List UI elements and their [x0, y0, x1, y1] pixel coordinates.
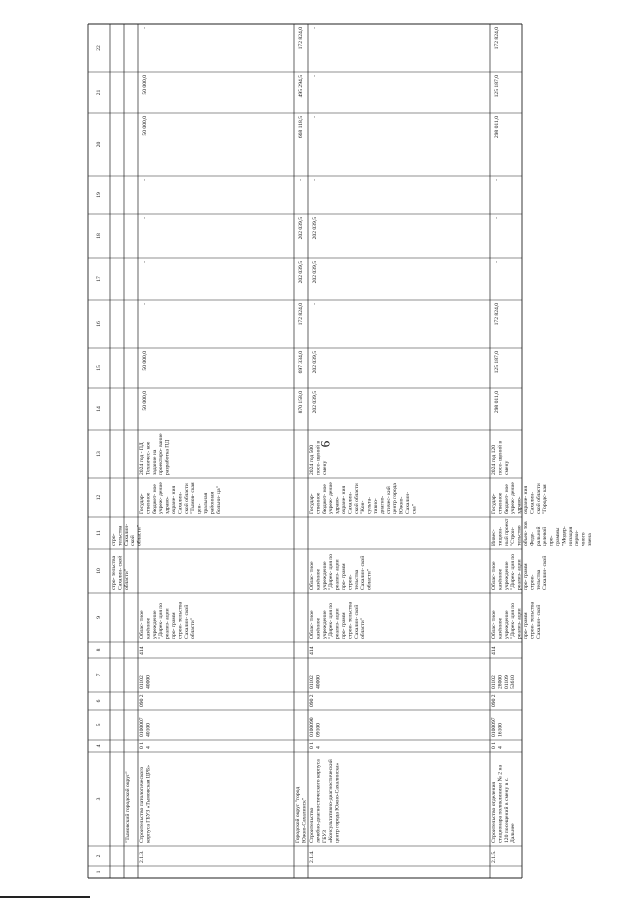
cell-c10: Облас- тноеказённоеучреждение"Дирек- ция пореализ- ациипро- граммстрои-тельстваСахалин- скойобласти" — [309, 553, 373, 590]
amount-c21: 125 187,0 — [494, 75, 500, 98]
scan-edge-mark — [0, 896, 90, 898]
section-total-c22: 172 824,0 — [298, 27, 304, 50]
column-number: 1 — [96, 870, 102, 874]
cell-c4: 0 14 — [491, 742, 504, 749]
row-number: 2.1.3. — [139, 850, 145, 863]
column-number: 15 — [96, 365, 102, 371]
column-number: 2 — [96, 854, 102, 858]
column-number: 21 — [96, 89, 102, 96]
cell-c12: Государ-ственноебюджет- ноеучреж- дениездраво-охране- нияСахалин-ской области"Кон-сульта-тивно-диагно-стичес- кийцентр городаЮжно-Сахалин-ска" — [309, 482, 418, 514]
column-number: 22 — [96, 45, 102, 51]
amount-c16: - — [312, 303, 318, 305]
cell-c11: Инвес-тицион-ный проект"Строи-тельствообъек- товФеде-ральнойцелевойпро-граммы"Модер-низацияперви-чногозвена — [491, 518, 593, 546]
amount-c15: 50 000,0 — [142, 351, 148, 371]
table-text — [96, 27, 593, 874]
cell-c13: 2024 год 120посе- щений всмену — [491, 440, 510, 475]
amount-c22: 172 824,0 — [494, 27, 500, 50]
section-title: "Тымовский городской округ" — [125, 771, 131, 843]
amount-c21: - — [312, 75, 318, 77]
column-number: 13 — [96, 451, 102, 457]
header-continuation-col10: стро- тельстваСахалин- скойобласти" — [111, 555, 130, 590]
row-number: 2.1.4. — [309, 850, 315, 863]
section-title: Городской округ "городЮжно-Сахалинск" — [295, 786, 308, 843]
amount-c21: 50 000,0 — [142, 75, 148, 95]
cell-c9: Облас- тноеказённоеучреждение"Дирек- ция пореализ- ациипро- граммстрои- тельстваСахалин- скойобласти" — [139, 601, 197, 639]
column-number: 6 — [96, 699, 102, 703]
amount-c14: 298 011,0 — [494, 391, 500, 414]
cell-c10: Облас- тноеказённоеучреждение"Дирек- ция пореализ- ациипро- граммстрои-тельстваСахалин- ской — [491, 553, 549, 590]
cell-c5: 010009009100 — [309, 717, 322, 737]
column-number: 7 — [96, 673, 102, 677]
amount-c18: - — [142, 217, 148, 219]
cell-c7: 0110240000 — [139, 675, 152, 689]
section-total-c17: 202 039,5 — [298, 261, 304, 284]
cell-c6: 090 2 — [139, 694, 145, 707]
object-name: Строительство патологическогокорпуса ГБУЗ «Тымовская ЦРБ» — [139, 765, 152, 843]
column-number: 20 — [96, 141, 102, 148]
page-number: 9 — [318, 440, 333, 448]
section-total-c19: - — [298, 179, 304, 181]
section-total-c18: 202 039,5 — [298, 217, 304, 240]
amount-c14: 50 000,0 — [142, 391, 148, 411]
section-total-c16: 172 824,0 — [298, 303, 304, 326]
cell-c7: 0110240000 — [309, 675, 322, 689]
cell-c7: 01102280000110953610 — [491, 675, 517, 689]
amount-c19: - — [142, 179, 148, 181]
column-number: 9 — [96, 616, 102, 619]
section-total-c21: 495 294,5 — [298, 75, 304, 98]
column-number: 14 — [96, 406, 102, 412]
column-number: 8 — [96, 648, 102, 652]
column-number: 4 — [96, 744, 102, 748]
cell-c13: 2024 год 500посе- щений всмену — [309, 440, 328, 475]
amount-c19: - — [494, 179, 500, 181]
column-number: 11 — [96, 530, 102, 536]
section-total-c14: 870 158,0 — [298, 391, 304, 414]
cell-c6: 090 2 — [491, 694, 497, 707]
amount-c20: - — [312, 116, 318, 118]
cell-c9: Облас- тноеказённоеучреждение"Дирек- ция пореализ- ациипро- граммстрои- тельстваСахалин- скойобласти" — [309, 601, 367, 639]
amount-c18: 202 039,5 — [312, 217, 318, 240]
column-number: 10 — [96, 568, 102, 574]
cell-c12: Государ-ственноебюджет- ноеучреж- дениездраво-охране- нияСахалин-ской области"Тымов- скаяцен-тральнаярайоннаябольни- ца" — [139, 482, 222, 514]
amount-c17: - — [142, 261, 148, 263]
cell-c12: Государ-ственноебюджет- ноеучреж- дениездраво-охране- нияСахалин-ской области"Городс- кая — [491, 482, 549, 514]
cell-c4: 0 14 — [309, 742, 322, 749]
cell-c9: Облас- тноеказённоеучреждение"Дирек- ция пореализ- ациипро- граммстрои- тельстваСахалин- ской — [491, 601, 542, 639]
row-number: 2.1.5. — [491, 850, 497, 863]
cell-c4: 0 14 — [139, 742, 152, 749]
amount-c17: - — [494, 261, 500, 263]
amount-c15: 125 187,0 — [494, 351, 500, 374]
amount-c15: 202 039,5 — [312, 351, 318, 374]
object-name: Строительство отделениястационара поликлиники № 2 на120 посещений в смену в с.Дальнее — [491, 765, 517, 843]
cell-c5: 010000740100 — [139, 717, 152, 737]
cell-c8: 414 — [491, 646, 497, 655]
column-number: 3 — [96, 797, 102, 801]
column-number: 19 — [96, 192, 102, 198]
cell-c8: 414 — [309, 646, 315, 655]
column-number: 12 — [96, 494, 102, 501]
amount-c14: 202 039,5 — [312, 391, 318, 414]
amount-c16: - — [142, 303, 148, 305]
cell-c8: 414 — [139, 646, 145, 655]
column-number: 5 — [96, 723, 102, 727]
column-number: 18 — [96, 233, 102, 239]
section-total-c15: 697 334,0 — [298, 351, 304, 374]
amount-c20: 298 011,0 — [494, 116, 500, 139]
section-total-c20: 668 118,5 — [298, 116, 304, 139]
header-continuation-col11: стро-тельстваСахалин-скойобласти" — [111, 523, 143, 546]
amount-c17: 202 039,5 — [312, 261, 318, 284]
column-number: 16 — [96, 321, 102, 327]
column-number: 17 — [96, 276, 102, 282]
amount-c18: - — [494, 217, 500, 219]
cell-c6: 090 2 — [309, 694, 315, 707]
amount-c22: - — [142, 27, 148, 29]
cell-c5: 010009716100 — [491, 717, 504, 737]
amount-c20: 50 000,0 — [142, 116, 148, 136]
cell-c13: 2024 год - ПДТехничес- коезадание напроектиро- ваниеразработка ПД — [139, 433, 171, 475]
amount-c19: - — [312, 179, 318, 181]
amount-c22: - — [312, 27, 318, 29]
object-name: Строительстволечебно-диагностического корпусаГБУЗ«Консультативно-диагностическийцентр города Южно-Сахалинска» — [309, 759, 341, 843]
amount-c16: 172 824,0 — [494, 303, 500, 326]
